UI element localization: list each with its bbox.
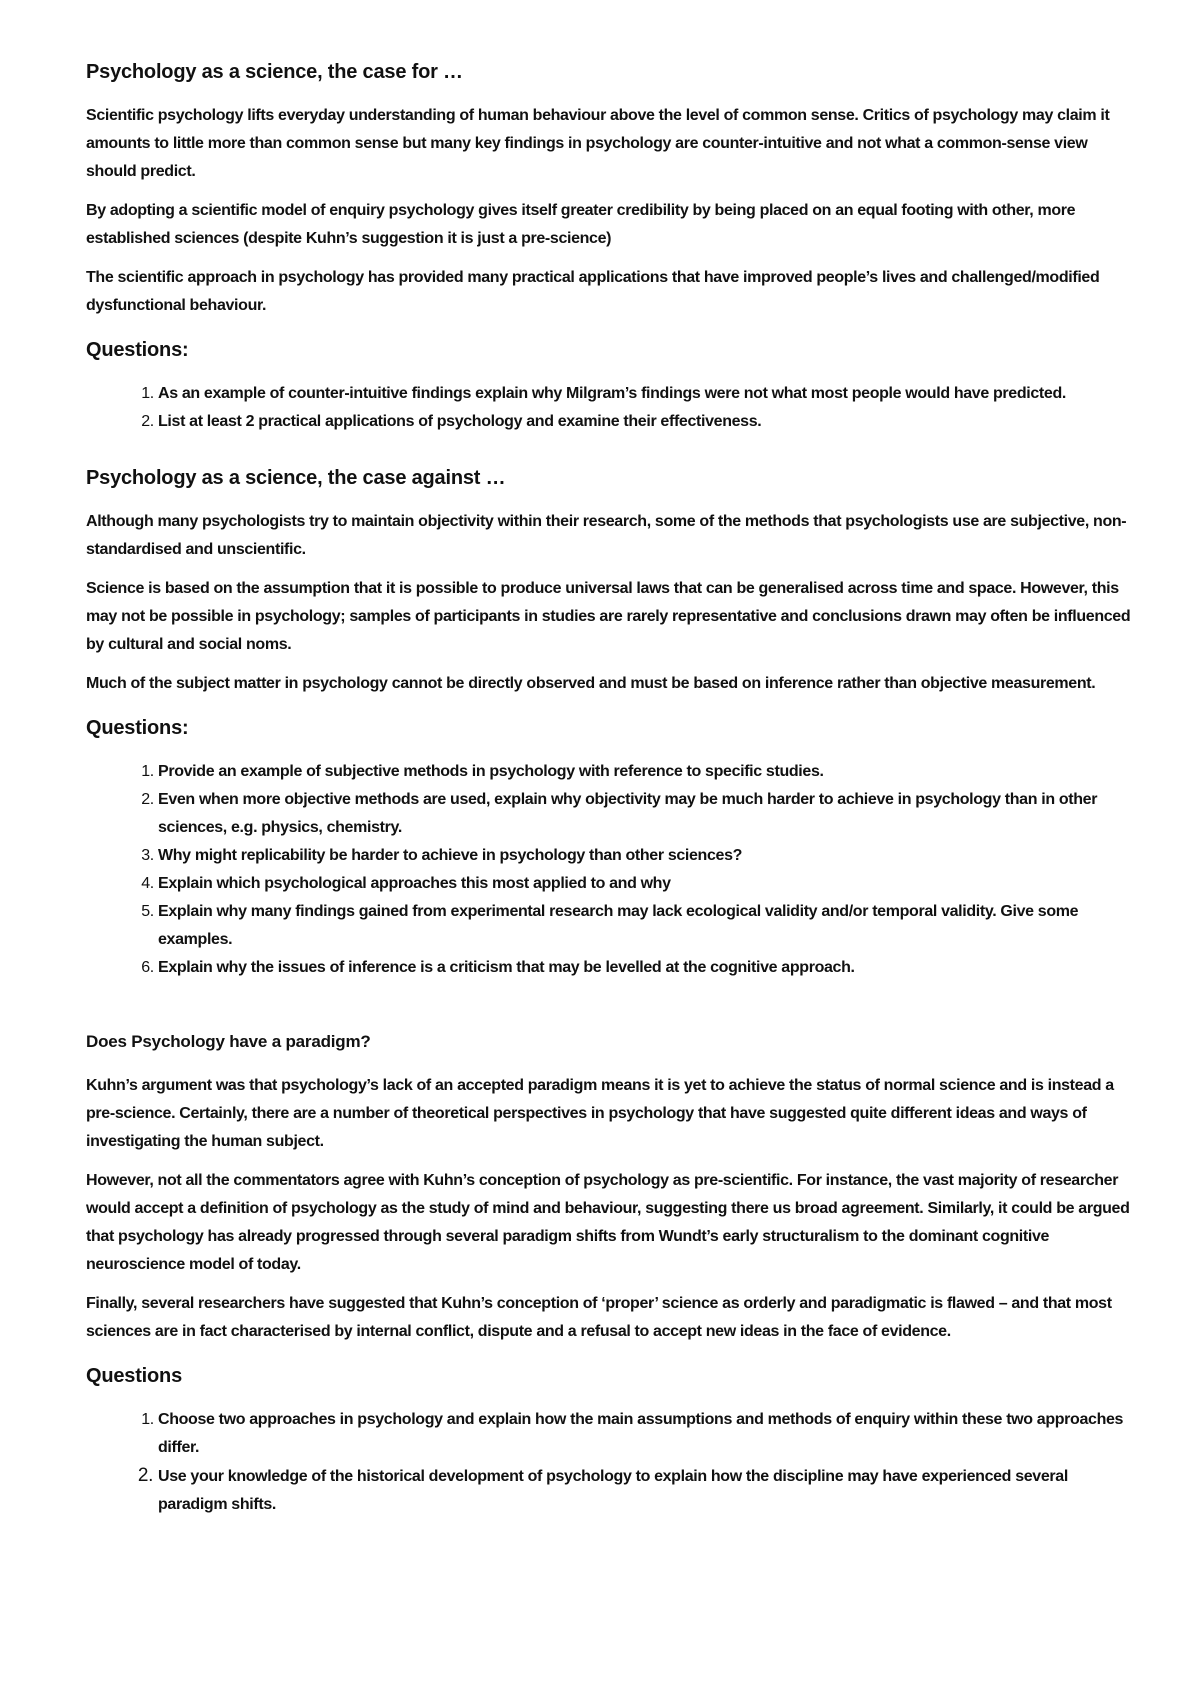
- question-item: 6. Explain why the issues of inference is a criticism that may be levelled at the cognitive approach.: [158, 954, 1140, 982]
- paragraph: Scientific psychology lifts everyday understanding of human behaviour above the level of common sense. Critics of psychology may claim it amounts to little more than common sense but many key findings in psychology are counter-intuitive and not what a common-sense view should predict.: [86, 107, 1110, 180]
- question-item: 2. Use your knowledge of the historical development of psychology to explain how the discipline may have experienced several paradigm shifts.: [158, 1462, 1140, 1519]
- paragraph: By adopting a scientific model of enquiry psychology gives itself greater credibility by being placed on an equal footing with other, more established sciences (despite Kuhn’s suggestion it is just a pre-science): [86, 202, 1076, 247]
- section-heading-paradigm: Does Psychology have a paradigm?: [86, 1032, 371, 1051]
- questions-heading: Questions: [86, 1365, 182, 1387]
- questions-heading: Questions:: [86, 339, 189, 361]
- question-item: 2. Even when more objective methods are used, explain why objectivity may be much harder to achieve in psychology than in other sciences, e.g. physics, chemistry.: [158, 786, 1140, 842]
- paragraph: Finally, several researchers have suggested that Kuhn’s conception of ‘proper’ science as orderly and paradigmatic is flawed – and that most sciences are in fact characterised by internal conflict, dispute and a refusal to accept new ideas in the face of evidence.: [86, 1295, 1112, 1340]
- section-heading-case-for: Psychology as a science, the case for …: [86, 61, 463, 83]
- questions-heading: Questions:: [86, 717, 189, 739]
- paragraph: The scientific approach in psychology has provided many practical applications that have improved people’s lives and challenged/modified dysfunctional behaviour.: [86, 269, 1100, 314]
- paragraph: Much of the subject matter in psychology cannot be directly observed and must be based on inference rather than objective measurement.: [86, 675, 1096, 692]
- question-item: 1. Provide an example of subjective methods in psychology with reference to specific studies.: [158, 758, 1140, 786]
- question-item: 3. Why might replicability be harder to achieve in psychology than other sciences?: [158, 842, 1140, 870]
- question-item: 2. List at least 2 practical applications of psychology and examine their effectiveness.: [158, 408, 1140, 436]
- paragraph: However, not all the commentators agree with Kuhn’s conception of psychology as pre-scientific. For instance, the vast majority of researcher would accept a definition of psychology as the study of mind and behaviour, suggesting there us broad agreement. Similarly, it could be argued that psychology has already progressed through several paradigm shifts from Wundt’s early structuralism to the dominant cognitive neuroscience model of today.: [86, 1172, 1130, 1273]
- question-item: 4. Explain which psychological approaches this most applied to and why: [158, 870, 1140, 898]
- question-item: 1. As an example of counter-intuitive findings explain why Milgram’s findings were not what most people would have predicted.: [158, 380, 1140, 408]
- question-list: [86, 380, 1140, 436]
- paragraph: Science is based on the assumption that it is possible to produce universal laws that can be generalised across time and space. However, this may not be possible in psychology; samples of participants in studies are rarely representative and conclusions drawn may often be influenced by cultural and social noms.: [86, 580, 1131, 653]
- paragraph: Kuhn’s argument was that psychology’s lack of an accepted paradigm means it is yet to achieve the status of normal science and is instead a pre-science. Certainly, there are a number of theoretical perspectives in psychology that have suggested quite different ideas and ways of investigating the human subject.: [86, 1077, 1114, 1150]
- question-list: [86, 758, 1140, 982]
- question-list: [86, 1406, 1140, 1519]
- section-heading-case-against: Psychology as a science, the case against …: [86, 467, 506, 489]
- question-item: 5. Explain why many findings gained from experimental research may lack ecological validity and/or temporal validity. Give some examples.: [158, 898, 1140, 954]
- question-item: 1. Choose two approaches in psychology and explain how the main assumptions and methods of enquiry within these two approaches differ.: [158, 1406, 1140, 1462]
- paragraph: Although many psychologists try to maintain objectivity within their research, some of the methods that psychologists use are subjective, non-standardised and unscientific.: [86, 513, 1127, 558]
